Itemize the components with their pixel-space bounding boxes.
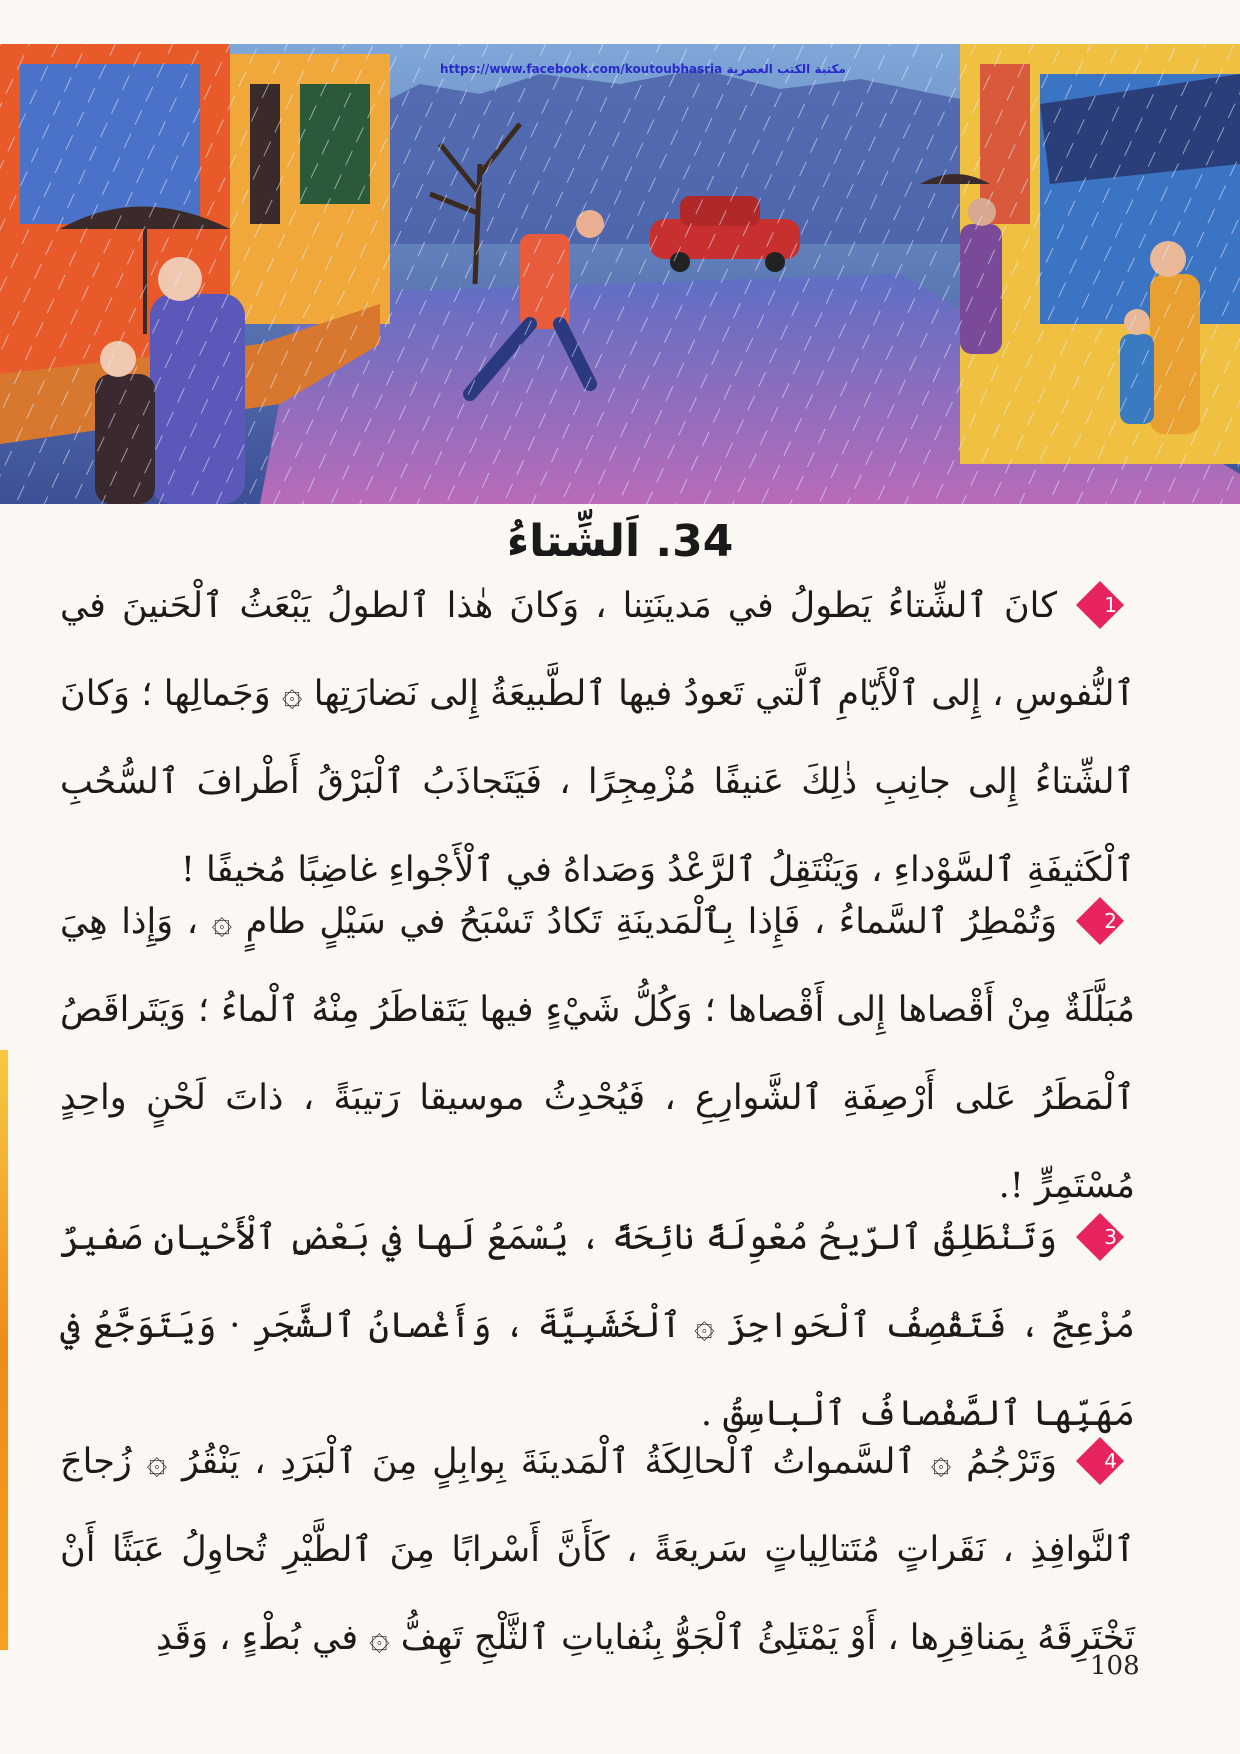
lesson-title: 34. اَلشِّتاءُ	[506, 516, 734, 567]
paragraph-number-badge: 4	[1075, 1438, 1135, 1490]
paragraph-text: وَتُمْطِرُ ٱلسَّماءُ ، فَإِذا بِٱلْمَدينَةِ تَكادُ تَسْبَحُ في سَيْلٍ طامٍ ۞ ، وَإِذا هِيَ مُبَلَّلَةٌ مِنْ أَقْصاها إِلى أَقْصاها ؛ وَكُلُّ شَيْءٍ فيها يَتَقاطَرُ مِنْهُ ٱلْماءُ ؛ وَيَتَراقَصُ ٱلْمَطَرُ عَلى أَرْصِفَةِ ٱلشَّوارِعِ ، فَيُحْدِثُ موسيقا رَتيبَةً ، ذاتَ لَحْنٍ واحِدٍ مُسْتَمِرٍّ !.	[60, 902, 1136, 1206]
paragraph-2	[60, 878, 1135, 1230]
paragraph-text: وَتَنْطَلِقُ ٱلرّيحُ مُعْوِلَةً نائِحَةً ، يُسْمَعُ لَها في بَعْضِ ٱلْأَحْيانِ صَفيرٌ مُزْعِجٌ ، فَتَقْصِفُ ٱلْحَواجِزَ ۞ ٱلْخَشَبِيَّةَ ، وَأَغْصانُ ٱلشَّجَرِ · وَيَتَوَجَّعُ في مَهَبِّها ٱلصَّفْصافُ ٱلْباسِقُ .	[60, 1218, 1135, 1434]
paragraph-text: وَتَرْجُمُ ۞ ٱلسَّمواتُ ٱلْحالِكَةُ ٱلْمَدينَةَ بِوابِلٍ مِنَ ٱلْبَرَدِ ، يَنْقُرُ ۞ زُجاجَ ٱلنَّوافِذِ ، نَقَراتٍ مُتَتالِياتٍ سَريعَةً ، كَأَنَّ أَسْرابًا مِنَ ٱلطَّيْرِ تُحاوِلُ عَبَثًا أَنْ تَخْتَرِقَهُ بِمَناقِرِها ، أَوْ يَمْتَلِئُ ٱلْجَوُّ بِنُفاياتِ ٱلثَّلْجِ تَهِفُّ ۞ في بُطْءٍ ، وَقَدِ	[60, 1442, 1135, 1658]
paragraph-text: كانَ ٱلشِّتاءُ يَطولُ في مَدينَتِنا ، وَكانَ هٰذا ٱلطولُ يَبْعَثُ ٱلْحَنينَ في ٱلنُّفوسِ ، إِلى ٱلْأَيّامِ ٱلَّتي تَعودُ فيها ٱلطَّبيعَةُ إِلى نَضارَتِها ۞ وَجَمالِها ؛ وَكانَ ٱلشِّتاءُ إِلى جانِبِ ذٰلِكَ عَنيفًا مُزْمِجِرًا ، فَيَتَجاذَبُ ٱلْبَرْقُ أَطْرافَ ٱلسُّحُبِ ٱلْكَثيفَةِ ٱلسَّوْداءِ ، وَيَنْتَقِلُ ٱلرَّعْدُ وَصَداهُ في ٱلْأَجْواءِ غاضِبًا مُخيفًا !	[60, 586, 1135, 890]
watermark-url: https://www.facebook.com/koutoubhasria مكتبة الكتب العصرية	[440, 62, 846, 76]
paragraph-number-badge: 1	[1075, 582, 1135, 634]
paragraph-number-badge: 3	[1075, 1214, 1135, 1266]
page-number: 108	[1090, 1651, 1140, 1681]
paragraph-1	[60, 562, 1135, 914]
paragraph-4	[60, 1418, 1135, 1682]
rainy-street-illustration	[0, 44, 1240, 504]
paragraph-number-badge: 2	[1075, 898, 1135, 950]
page-edge-strip	[0, 1050, 8, 1650]
